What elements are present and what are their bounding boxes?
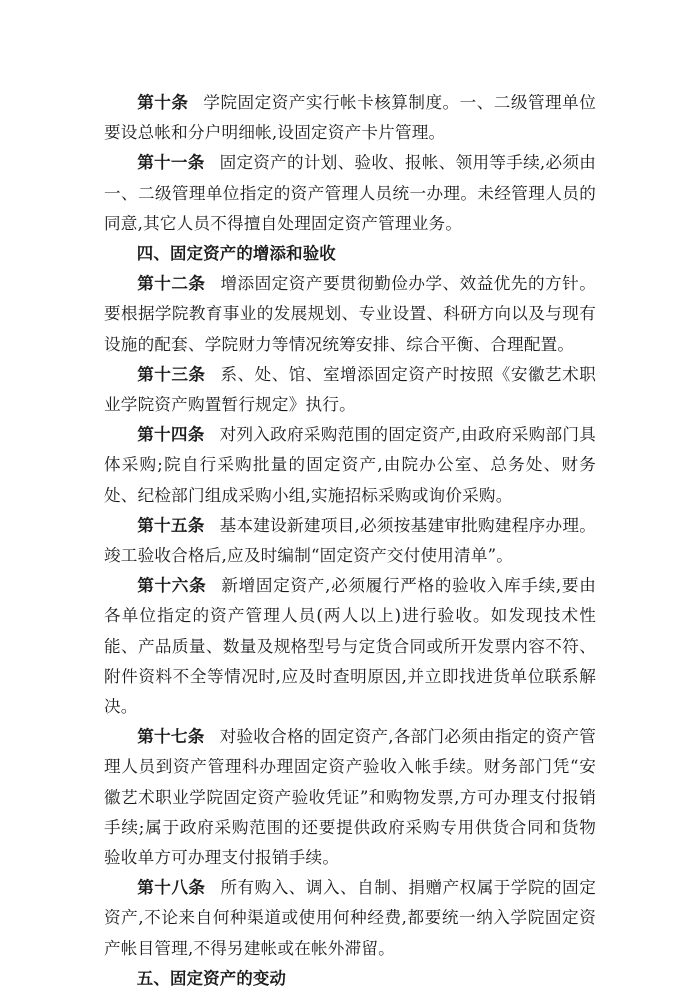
article-text: 对列入政府采购范围的固定资产,由政府采购部门具体采购;院自行采购批量的固定资产,由院办公室、总务处、财务处、纪检部门组成采购小组,实施招标采购或询价采购。 — [104, 425, 596, 505]
article-text: 固定资产的计划、验收、报帐、领用等手续,必须由一、二级管理单位指定的资产管理人员统一办理。未经管理人员的同意,其它人员不得擅自处理固定资产管理业务。 — [104, 153, 596, 233]
article-number: 第十条 — [137, 93, 189, 112]
section-heading-4: 四、固定资产的增添和验收 — [136, 244, 336, 264]
article-text: 新增固定资产,必须履行严格的验收入库手续,要由各单位指定的资产管理人员(两人以上)进行验收。如发现技术性能、产品质量、数量及规格型号与定货合同或所开发票内容不符、附件资料不全等情况时,应及时查明原因,并立即找进货单位联系解决。 — [104, 576, 596, 717]
article-10 — [104, 88, 596, 148]
article-11 — [104, 148, 596, 239]
article-number: 第十六条 — [137, 576, 207, 596]
article-number: 第十一条 — [137, 153, 205, 173]
article-number: 第十二条 — [137, 274, 206, 294]
article-12 — [104, 269, 596, 360]
article-text: 基本建设新建项目,必须按基建审批购建程序办理。竣工验收合格后,应及时编制“固定资产交付使用清单”。 — [104, 515, 596, 566]
article-number: 第十三条 — [137, 364, 206, 384]
article-text: 系、处、馆、室增添固定资产时按照《安徽艺术职业学院资产购置暂行规定》执行。 — [104, 364, 596, 415]
article-text: 学院固定资产实行帐卡核算制度。一、二级管理单位要设总帐和分户明细帐,设固定资产卡片管理。 — [104, 93, 596, 143]
article-text: 所有购入、调入、自制、捐赠产权属于学院的固定资产,不论来自何种渠道或使用何种经费,都要统一纳入学院固定资产帐目管理,不得另建帐或在帐外滞留。 — [104, 878, 596, 958]
article-14 — [104, 420, 596, 511]
article-text: 增添固定资产要贯彻勤俭办学、效益优先的方针。要根据学院教育事业的发展规划、专业设置、科研方向以及与现有设施的配套、学院财力等情况统筹安排、综合平衡、合理配置。 — [104, 274, 596, 354]
article-number: 第十七条 — [137, 727, 205, 747]
article-text: 对验收合格的固定资产,各部门必须由指定的资产管理人员到资产管理科办理固定资产验收入帐手续。财务部门凭“安徽艺术职业学院固定资产验收凭证”和购物发票,方可办理支付报销手续;属于政府采购范围的还要提供政府采购专用供货合同和货物验收单方可办理支付报销手续。 — [104, 727, 596, 868]
article-15 — [104, 511, 596, 571]
section-heading-5: 五、固定资产的变动 — [136, 968, 287, 988]
article-13 — [104, 360, 596, 420]
article-number: 第十四条 — [137, 425, 205, 445]
article-number: 第十五条 — [137, 515, 205, 535]
article-16 — [104, 571, 596, 722]
article-number: 第十八条 — [137, 878, 206, 898]
article-18 — [104, 873, 596, 964]
article-17 — [104, 722, 596, 873]
